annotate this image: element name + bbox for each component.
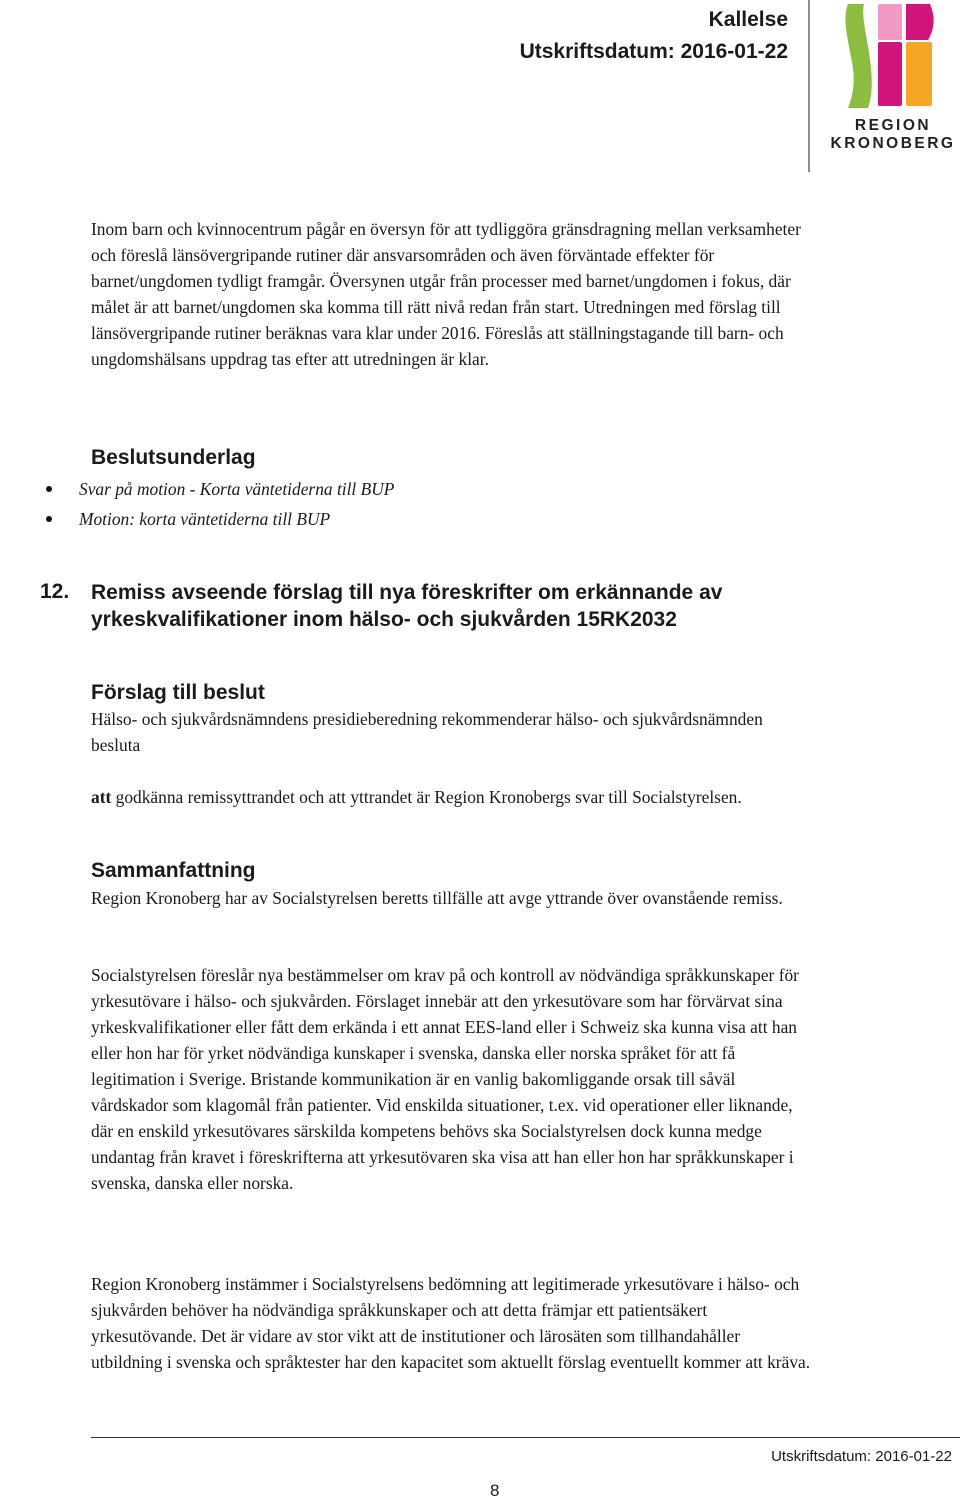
att-text: godkänna remissyttrandet och att yttrandet är Region Kronobergs svar till Socialstyrelsen. bbox=[111, 787, 742, 807]
agenda-item-number: 12. bbox=[40, 580, 70, 603]
summary-paragraph: Region Kronoberg instämmer i Socialstyrelsens bedömning att legitimerade yrkesutövare i hälso- och sjukvården behöver ha nödvändiga språkkunskaper och att detta främjar ett patientsäkert yrkesutövande. Det är vidare av stor vikt att de institutioner och lärosäten som tillhandahåller utbildning i svenska och språktester har den kapacitet som aktuellt förslag eventuellt kommer att kräva. bbox=[91, 1274, 811, 1372]
print-date-footer: Utskriftsdatum: 2016-01-22 bbox=[771, 1448, 952, 1465]
page-number: 8 bbox=[490, 1481, 500, 1500]
document-type-title: Kallelse bbox=[708, 8, 788, 31]
summary-paragraph: Region Kronoberg har av Socialstyrelsen beretts tillfälle att avge yttrande över ovanstående remiss. bbox=[91, 888, 783, 908]
beslutsunderlag-heading: Beslutsunderlag bbox=[91, 446, 256, 469]
forslag-heading: Förslag till beslut bbox=[91, 681, 265, 704]
intro-paragraph: Inom barn och kvinnocentrum pågår en översyn för att tydliggöra gränsdragning mellan verksamheter och föreslå länsövergripande rutiner där ansvarsområden och även förväntade effekter för barnet/ungdomen tydligt framgår. Översynen utgår från processer med barnet/ungdomen i fokus, där målet är att barnet/ungdomen ska komma till rätt nivå redan från start. Utredningen med förslag till länsövergripande rutiner beräknas vara klar under 2016. Föreslås att ställningstagande till barn- och ungdomshälsans uppdrag tas efter att utredningen är klar. bbox=[91, 219, 801, 369]
logo-divider bbox=[808, 0, 810, 172]
sammanfattning-heading: Sammanfattning bbox=[91, 859, 256, 882]
print-date-header: Utskriftsdatum: 2016-01-22 bbox=[519, 40, 788, 63]
decision-att-paragraph bbox=[91, 784, 811, 810]
footer-divider bbox=[91, 1437, 960, 1438]
forslag-text: Hälso- och sjukvårdsnämndens presidieberedning rekommenderar hälso- och sjukvårdsnämnden besluta bbox=[91, 709, 763, 755]
summary-paragraph: Socialstyrelsen föreslår nya bestämmelser om krav på och kontroll av nödvändiga språkkunskaper för yrkesutövare i hälso- och sjukvården. Förslaget innebär att den yrkesutövare som har förvärvat sina yrkeskvalifikationer eller fått dem erkända i ett annat EES-land eller i Schweiz ska kunna visa att han eller hon har för yrket nödvändiga kunskaper i svenska, danska eller norska språket för att få legitimation i Sverige. Bristande kommunikation är en vanlig bakomliggande orsak till såväl vårdskador som klagomål från patienter. Vid enskilda situationer, t.ex. vid operationer eller liknande, där en enskild yrkesutövares särskilda kompetens behövs ska Socialstyrelsen dock kunna medge undantag från kravet i föreskrifterna att yrkesutövaren ska visa att han eller hon har språkkunskaper i svenska, danska eller norska. bbox=[91, 965, 799, 1193]
beslutsunderlag-list bbox=[40, 474, 394, 534]
logo-text-region: REGION bbox=[854, 117, 932, 134]
list-item: Svar på motion - Korta väntetiderna till BUP bbox=[40, 474, 394, 504]
att-keyword: att bbox=[91, 787, 112, 807]
list-item: Motion: korta väntetiderna till BUP bbox=[40, 504, 394, 534]
logo-text-kronoberg: KRONOBERG bbox=[830, 135, 956, 152]
agenda-item-title: Remiss avseende förslag till nya föreskrifter om erkännande av yrkeskvalifikationer inom hälso- och sjukvården 15RK2032 bbox=[91, 581, 723, 631]
